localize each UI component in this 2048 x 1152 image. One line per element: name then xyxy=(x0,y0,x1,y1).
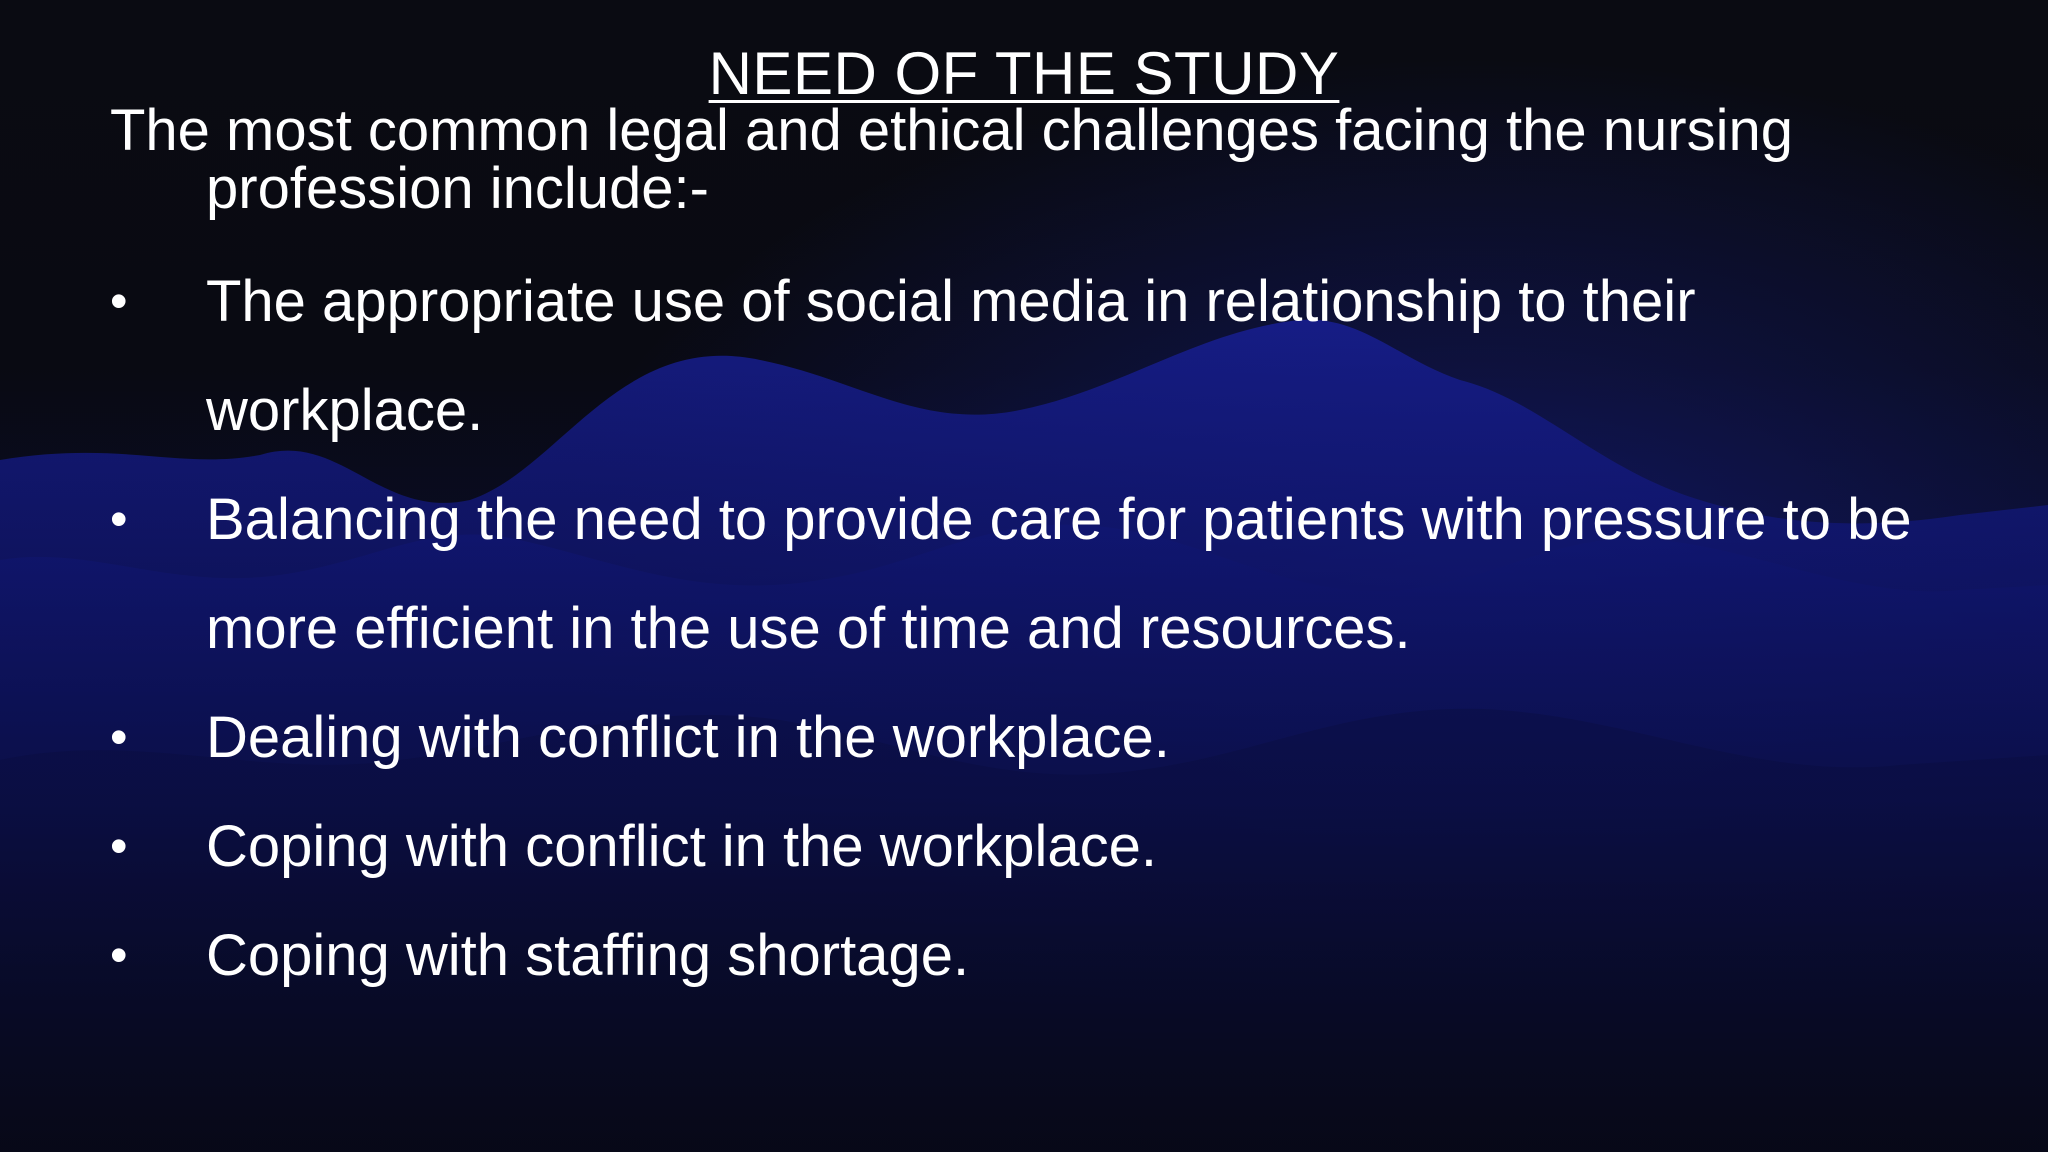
bullet-point-icon: • xyxy=(110,709,128,765)
bullet-text: Coping with conflict in the workplace. xyxy=(206,814,1158,879)
bullet-text: Dealing with conflict in the workplace. xyxy=(206,705,1170,770)
bullet-text: The appropriate use of social media in relationship to their workplace. xyxy=(206,269,1696,443)
bullet-list xyxy=(110,247,1970,1010)
bullet-item xyxy=(110,683,1970,792)
bullet-point-icon: • xyxy=(110,927,128,983)
bullet-item xyxy=(110,247,1970,465)
bullet-point-icon: • xyxy=(110,273,128,329)
bullet-item xyxy=(110,901,1970,1010)
slide-intro-text: The most common legal and ethical challenges facing the nursing profession include:- xyxy=(110,98,1793,221)
bullet-point-icon: • xyxy=(110,818,128,874)
bullet-item xyxy=(110,792,1970,901)
bullet-point-icon: • xyxy=(110,491,128,547)
slide-title: NEED OF THE STUDY xyxy=(708,40,1340,107)
bullet-item xyxy=(110,465,1970,683)
bullet-text: Balancing the need to provide care for patients with pressure to be more efficient in the use of time and resources. xyxy=(206,487,1912,661)
bullet-text: Coping with staffing shortage. xyxy=(206,923,970,988)
